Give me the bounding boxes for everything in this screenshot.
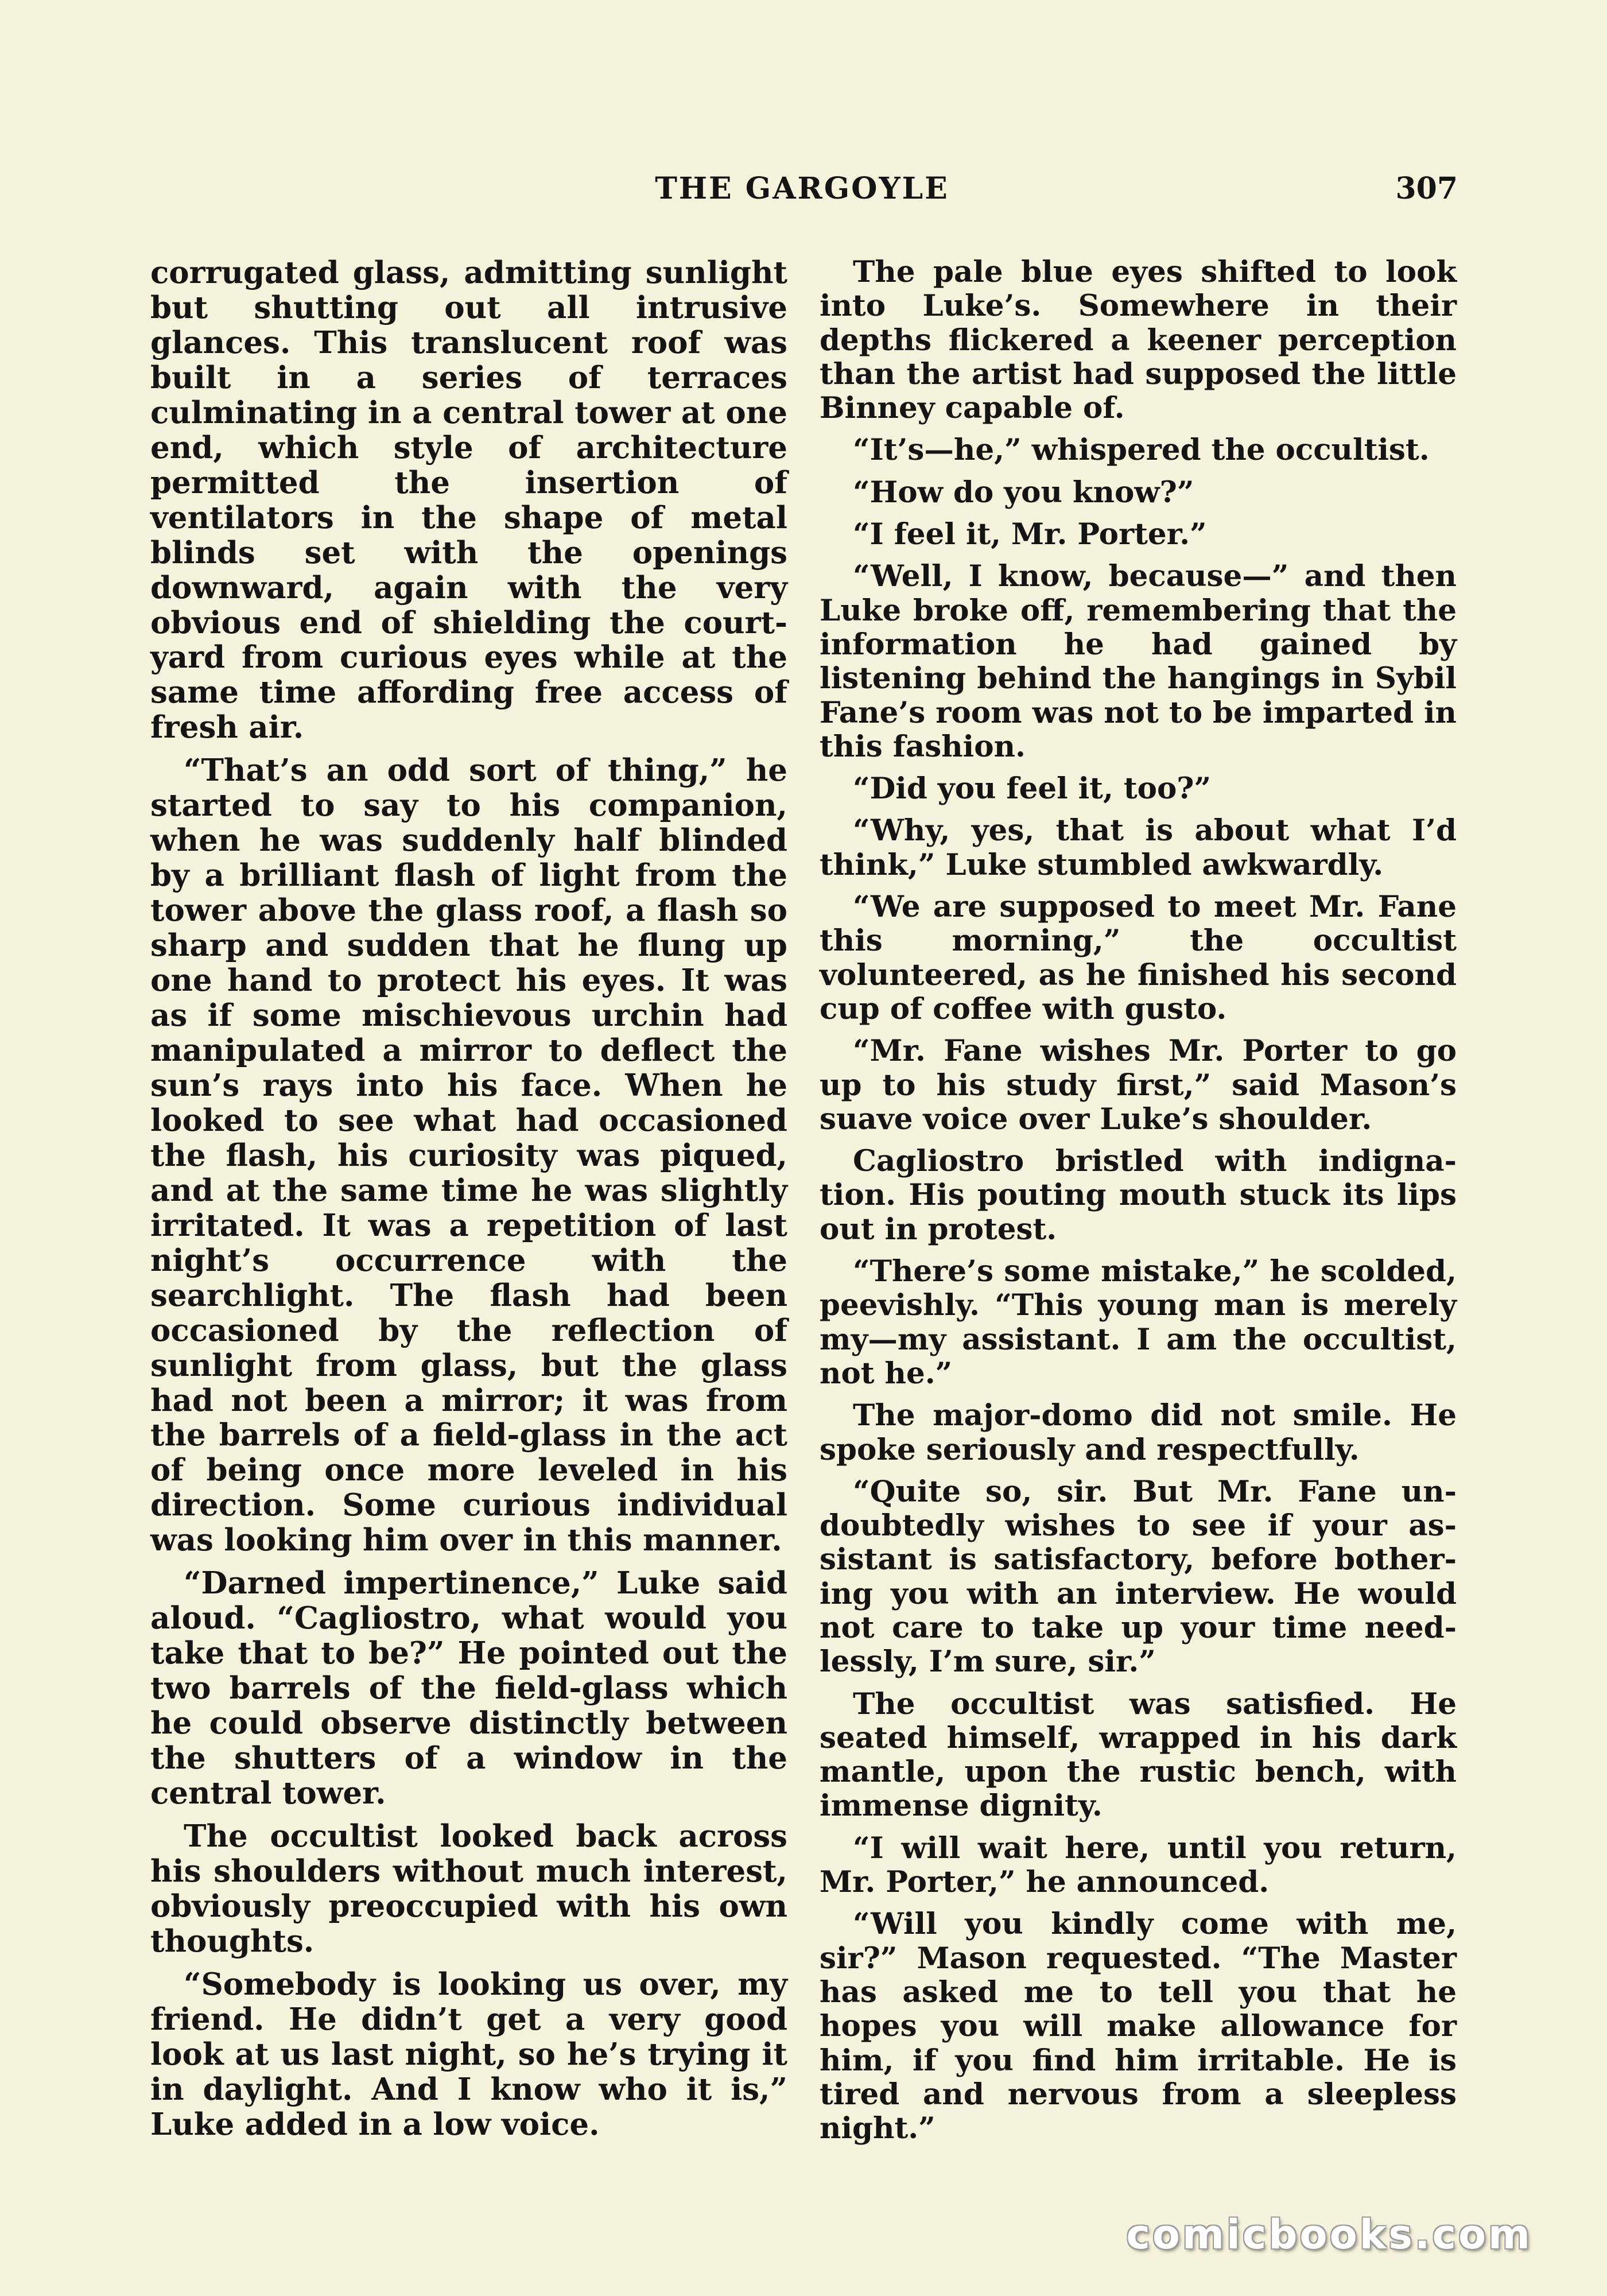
running-title: THE GARGOYLE: [655, 171, 949, 206]
paragraph: “Will you kindly come with me, sir?” Mason requested. “The Master has asked me to tell you that he hopes you will make allowance for him, if you find him irritable. He is tired and nervous from a sleepless night.”: [820, 1907, 1457, 2146]
paragraph: “Why, yes, that is about what I’d think,” Luke stumbled awkwardly.: [820, 813, 1457, 882]
paragraph: The occultist was satisfied. He seated himself, wrapped in his dark mantle, upon the rustic bench, with immense dignity.: [820, 1686, 1457, 1824]
right-column: [820, 255, 1457, 2154]
paragraph: “How do you know?”: [853, 475, 1194, 510]
paragraph: The pale blue eyes shifted to look into Luke’s. Somewhere in their depths flickered a keener perception than the artist had supposed the little Binney capable of.: [820, 255, 1457, 426]
paragraph: “Somebody is looking us over, my friend. He didn’t get a very good look at us last night, so he’s trying it in daylight. And I know who it is,” Luke added in a low voice.: [150, 1966, 787, 2142]
paragraph: The occultist looked back across his shoulders without much interest, obviously preoccupied with his own thoughts.: [150, 1818, 787, 1959]
paragraph: “It’s—he,” whispered the occultist.: [853, 433, 1430, 468]
paragraph: “Well, I know, because—” and then Luke broke off, remembering that the information he had gained by listening behind the hangings in Sybil Fane’s room was not to be imparted in this fashion.: [820, 559, 1457, 764]
paragraph: Cagliostro bristled with indignation. His pouting mouth stuck its lips out in protest.: [820, 1144, 1457, 1247]
paragraph: “Darned impertinence,” Luke said aloud. “Cagliostro, what would you take that to be?” He pointed out the two barrels of the field-glass which he could observe distinctly between the shutters of a window in the central tower.: [150, 1565, 787, 1811]
paragraph: “There’s some mistake,” he scolded, peevishly. “This young man is merely my—my assistant. I am the occultist, not he.”: [820, 1254, 1457, 1391]
page-header: [146, 171, 1458, 217]
left-column: [150, 255, 787, 2150]
paragraph: “Mr. Fane wishes Mr. Porter to go up to his study first,” said Mason’s suave voice over Luke’s shoulder.: [820, 1034, 1457, 1137]
paragraph: “I will wait here, until you return, Mr. Porter,” he announced.: [820, 1830, 1457, 1900]
paragraph: “I feel it, Mr. Porter.”: [853, 517, 1207, 552]
paragraph: “Did you feel it, too?”: [853, 771, 1212, 806]
paragraph: “That’s an odd sort of thing,” he started to say to his companion, when he was suddenly half blinded by a brilliant flash of light from the tower above the glass roof, a flash so sharp and sudden that he flung up one hand to protect his eyes. It was as if some mischievous urchin had manipulated a mirror to deflect the sun’s rays into his face. When he looked to see what had occasioned the flash, his curiosity was piqued, and at the same time he was slightly irritated. It was a repetition of last night’s occurrence with the searchlight. The flash had been occasioned by the reflection of sunlight from glass, but the glass had not been a mirror; it was from the barrels of a field-glass in the act of being once more leveled in his direction. Some curious individual was looking him over in this manner.: [150, 753, 787, 1558]
paragraph: “We are supposed to meet Mr. Fane this morning,” the occultist volunteered, as he finished his second cup of coffee with gusto.: [820, 890, 1457, 1026]
watermark: comicbooks.com: [1126, 2211, 1532, 2258]
paragraph: “Quite so, sir. But Mr. Fane undoubtedly wishes to see if your assistant is satisfactory, before bothering you with an interview. He would not care to take up your time needlessly, I’m sure, sir.”: [820, 1474, 1457, 1680]
page-number: 307: [1395, 171, 1458, 206]
paragraph: corrugated glass, admitting sunlight but shutting out all intrusive glances. This translucent roof was built in a series of terraces culminating in a central tower at one end, which style of architecture permitted the insertion of ventilators in the shape of metal blinds set with the openings downward, again with the very obvious end of shielding the courtyard from curious eyes while at the same time affording free access of fresh air.: [150, 255, 787, 746]
paragraph: The major-domo did not smile. He spoke seriously and respectfully.: [820, 1398, 1457, 1467]
